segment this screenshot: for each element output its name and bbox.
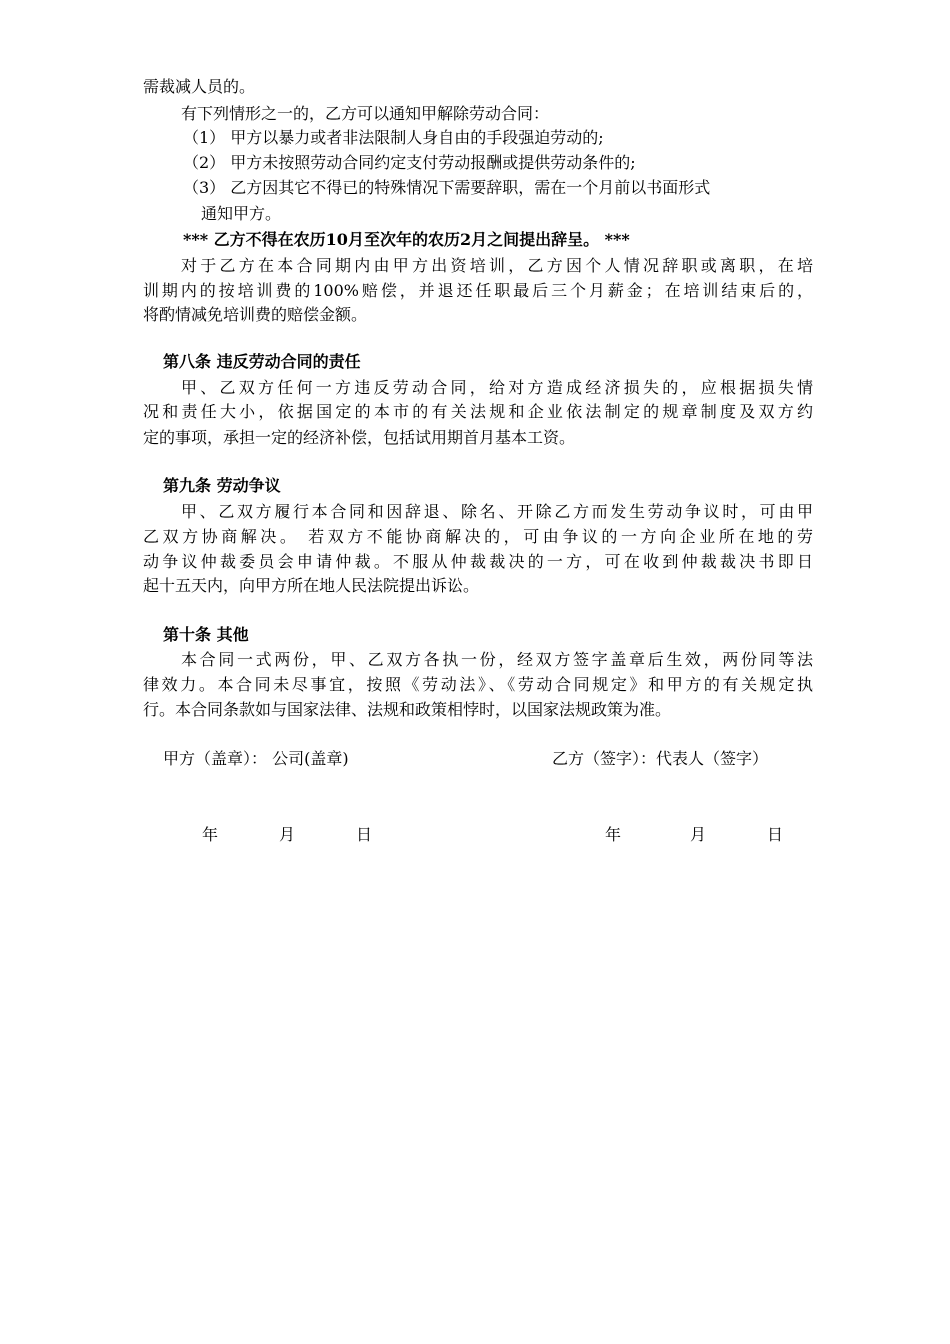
article9-paragraph: 起十五天内，向甲方所在地人民法院提出诉讼。 bbox=[143, 576, 480, 595]
text-line: 需裁减人员的。 bbox=[143, 77, 256, 96]
text-line: 有下列情形之一的，乙方可以通知甲解除劳动合同： bbox=[181, 104, 550, 123]
article10-paragraph: 行。本合同条款如与国家法律、法规和政策相悖时，以国家法规政策为准。 bbox=[143, 700, 672, 719]
article9-paragraph: 甲、乙双方履行本合同和因辞退、除名、开除乙方而发生劳动争议时，可由甲 bbox=[181, 502, 813, 521]
text-line: 训期内的按培训费的100%赔偿，并退还任职最后三个月薪金；在培训结束后的， bbox=[143, 281, 813, 300]
text-line: 将酌情减免培训费的赔偿金额。 bbox=[143, 305, 368, 324]
article10-heading: 第十条 其他 bbox=[163, 625, 249, 644]
list-item: （1） 甲方以暴力或者非法限制人身自由的手段强迫劳动的; bbox=[183, 128, 604, 147]
article8-paragraph: 定的事项，承担一定的经济补偿，包括试用期首月基本工资。 bbox=[143, 428, 576, 447]
list-item-continuation: 通知甲方。 bbox=[201, 204, 282, 223]
article10-paragraph: 本合同一式两份，甲、乙双方各执一份，经双方签字盖章后生效，两份同等法 bbox=[181, 650, 813, 669]
article9-paragraph: 乙双方协商解决。 若双方不能协商解决的，可由争议的一方向企业所在地的劳 bbox=[143, 527, 813, 546]
article8-paragraph: 甲、乙双方任何一方违反劳动合同，给对方造成经济损失的，应根据损失情 bbox=[181, 378, 813, 397]
party-b-year-label: 年 bbox=[605, 825, 622, 844]
party-b-signature-label: 乙方（签字）：代表人（签字） bbox=[552, 749, 769, 768]
article9-heading: 第九条 劳动争议 bbox=[163, 476, 281, 495]
article9-paragraph: 动争议仲裁委员会申请仲裁。不服从仲裁裁决的一方，可在收到仲裁裁决书即日 bbox=[143, 552, 813, 571]
party-a-day-label: 日 bbox=[356, 825, 373, 844]
party-b-day-label: 日 bbox=[767, 825, 784, 844]
party-a-signature-label: 甲方（盖章）： 公司(盖章) bbox=[163, 749, 349, 768]
party-a-year-label: 年 bbox=[202, 825, 219, 844]
text-line: 对于乙方在本合同期内由甲方出资培训，乙方因个人情况辞职或离职，在培 bbox=[181, 256, 813, 275]
article8-heading: 第八条 违反劳动合同的责任 bbox=[163, 352, 361, 371]
party-a-month-label: 月 bbox=[279, 825, 296, 844]
article8-paragraph: 况和责任大小，依据国定的本市的有关法规和企业依法制定的规章制度及双方约 bbox=[143, 402, 813, 421]
notice-line: *** 乙方不得在农历10月至次年的农历2月之间提出辞呈。 *** bbox=[183, 230, 630, 249]
list-item: （2） 甲方未按照劳动合同约定支付劳动报酬或提供劳动条件的; bbox=[183, 153, 636, 172]
list-item: （3） 乙方因其它不得已的特殊情况下需要辞职，需在一个月前以书面形式 bbox=[183, 178, 711, 197]
party-b-month-label: 月 bbox=[690, 825, 707, 844]
article10-paragraph: 律效力。本合同未尽事宜，按照《劳动法》、《劳动合同规定》和甲方的有关规定执 bbox=[143, 675, 813, 694]
